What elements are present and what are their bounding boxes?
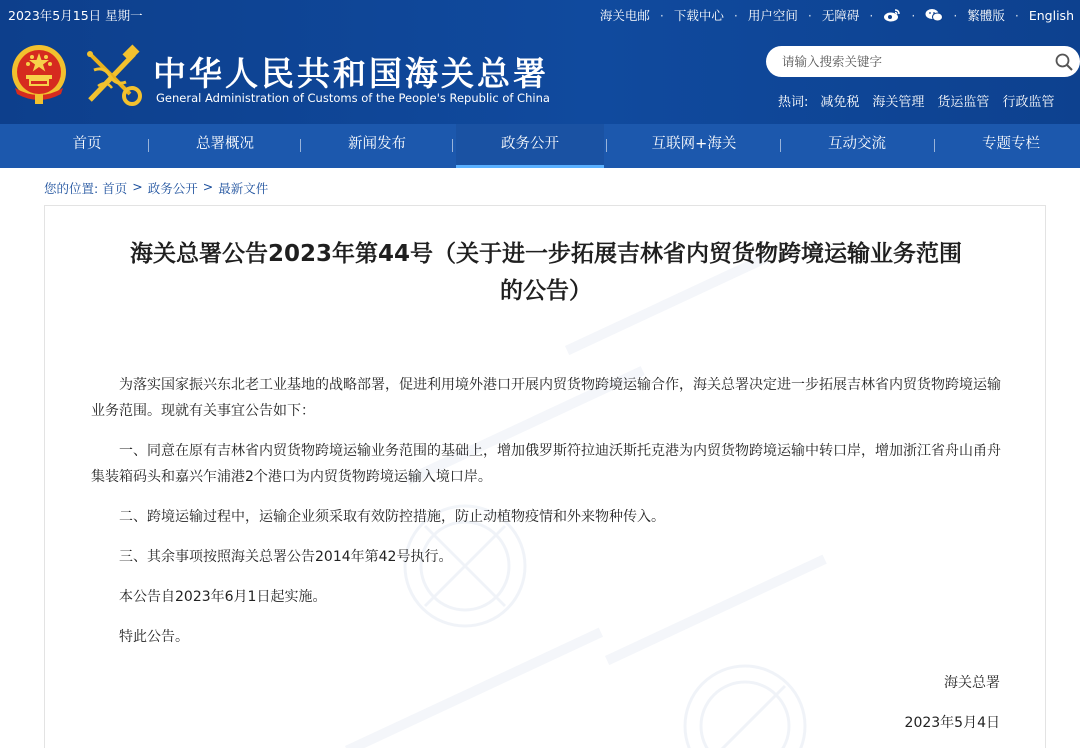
customs-logo-icon (80, 44, 144, 108)
nav-separator (780, 139, 781, 152)
article-paragraph: 本公告自2023年6月1日起实施。 (119, 589, 327, 605)
user-space-link[interactable]: 用户空间 (747, 8, 798, 23)
separator-dot: · (869, 7, 874, 23)
breadcrumb-separator: > (132, 179, 143, 194)
nav-item-news[interactable]: 新闻发布 (348, 136, 406, 152)
separator-dot: · (1014, 7, 1019, 23)
site-subtitle: General Administration of Customs of the People's Republic of China (156, 91, 550, 105)
separator-dot: · (807, 7, 812, 23)
download-center-link[interactable]: 下载中心 (673, 8, 724, 23)
current-date: 2023年5月15日 星期一 (8, 8, 143, 23)
hot-keyword-link[interactable]: 行政监管 (1002, 95, 1055, 110)
nav-item-special-topics[interactable]: 专题专栏 (982, 136, 1040, 152)
article-paragraph: 一、同意在原有吉林省内贸货物跨境运输业务范围的基础上，增加俄罗斯符拉迪沃斯托克港为内贸货物跨境运输中转口岸，增加浙江省舟山甬舟集装箱码头和嘉兴乍浦港2个港口为内贸货物跨境运输入境口岸。 (91, 443, 1001, 485)
article-paragraph: 特此公告。 (119, 629, 189, 645)
article-date: 2023年5月4日 (904, 715, 1000, 731)
breadcrumb-home[interactable]: 首页 (102, 181, 128, 196)
article-paragraph: 二、跨境运输过程中，运输企业须采取有效防控措施，防止动植物疫情和外来物种传入。 (119, 509, 665, 525)
site-header (0, 0, 1080, 124)
breadcrumb-latest-documents[interactable]: 最新文件 (218, 181, 269, 196)
hot-keyword-link[interactable]: 海关管理 (872, 95, 925, 110)
breadcrumb-label: 您的位置: (44, 181, 99, 196)
traditional-chinese-link[interactable]: 繁體版 (967, 8, 1005, 23)
article-paragraph: 为落实国家振兴东北老工业基地的战略部署，促进利用境外港口开展内贸货物跨境运输合作，海关总署决定进一步拓展吉林省内贸货物跨境运输业务范围。现就有关事宜公告如下： (91, 377, 1001, 419)
article-paragraph: 三、其余事项按照海关总署公告2014年第42号执行。 (119, 549, 453, 565)
top-links (600, 6, 1074, 24)
top-bar (0, 0, 1080, 28)
article-title-line: 海关总署公告2023年第44号（关于进一步拓展吉林省内贸货物跨境运输业务范围 (129, 241, 963, 267)
article-body (91, 372, 1003, 664)
nav-separator (300, 139, 301, 152)
site-title: 中华人民共和国海关总署 (153, 54, 549, 93)
wechat-icon[interactable] (925, 8, 943, 22)
nav-item-overview[interactable]: 总署概况 (196, 136, 254, 152)
separator-dot: · (733, 7, 738, 23)
article-signature: 海关总署 (944, 675, 1000, 691)
email-link[interactable]: 海关电邮 (599, 8, 650, 23)
separator-dot: · (953, 7, 958, 23)
hot-keywords-label: 热词: (778, 95, 809, 110)
accessibility-link[interactable]: 无障碍 (821, 8, 860, 23)
breadcrumb-separator: > (202, 179, 214, 194)
separator-dot: · (659, 7, 664, 23)
breadcrumb (44, 179, 268, 197)
main-nav (0, 124, 1080, 168)
search-box (766, 46, 1080, 77)
article-title-line: 的公告） (500, 278, 592, 304)
nav-item-government-affairs[interactable]: 政务公开 (456, 124, 604, 168)
hot-keyword-link[interactable]: 减免税 (820, 95, 860, 110)
nav-separator (934, 139, 935, 152)
breadcrumb-government-affairs[interactable]: 政务公开 (147, 181, 198, 196)
english-link[interactable]: English (1028, 7, 1074, 23)
article-title (95, 236, 997, 310)
separator-dot: · (911, 7, 916, 23)
nav-item-interaction[interactable]: 互动交流 (828, 136, 886, 152)
hot-keywords (778, 91, 1067, 110)
article-panel (44, 205, 1046, 748)
search-icon[interactable] (1054, 52, 1074, 72)
national-emblem-icon (9, 44, 69, 106)
nav-separator (606, 139, 607, 152)
nav-item-home[interactable]: 首页 (72, 136, 102, 152)
nav-item-internet-customs[interactable]: 互联网+海关 (651, 136, 737, 152)
hot-keyword-link[interactable]: 货运监管 (937, 95, 990, 110)
search-input[interactable] (782, 46, 1052, 77)
nav-separator (452, 139, 453, 152)
nav-separator (148, 139, 149, 152)
weibo-icon[interactable] (883, 8, 901, 22)
